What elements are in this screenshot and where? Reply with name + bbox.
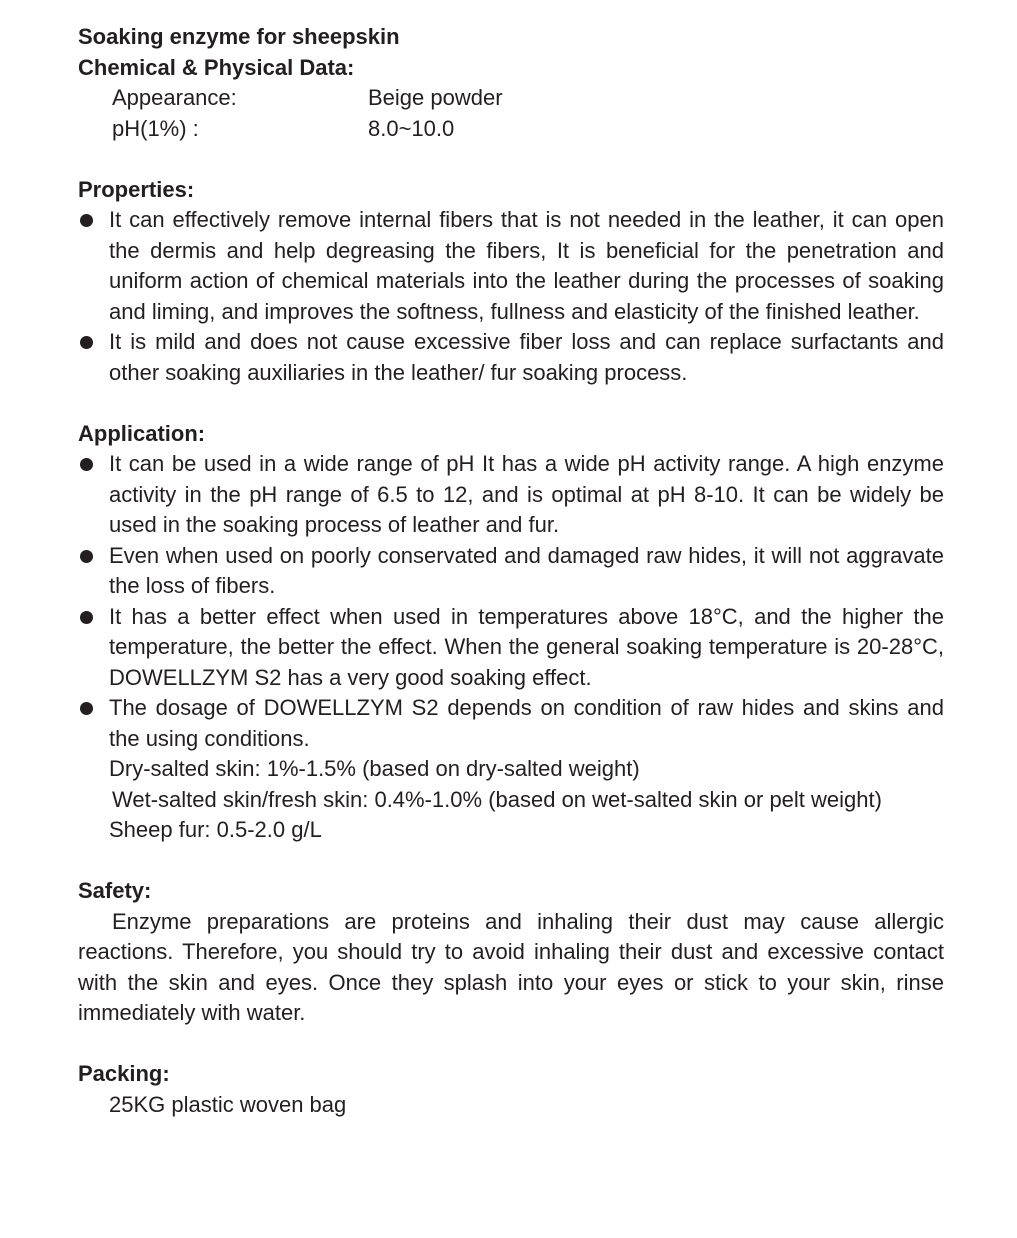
document-title: Soaking enzyme for sheepskin (78, 24, 400, 49)
bullet-icon (80, 336, 93, 349)
safety-paragraph (78, 907, 944, 1029)
document (78, 22, 944, 1120)
packing-text: 25KG plastic woven bag (109, 1091, 347, 1117)
dosage-line: Sheep fur: 0.5-2.0 g/L (109, 817, 322, 842)
list-item-text: Even when used on poorly conservated and damaged raw hides, it will not aggravate the loss of fibers. (109, 542, 944, 598)
dosage-line: Wet-salted skin/fresh skin: 0.4%-1.0% (based on wet-salted skin or pelt weight) (112, 786, 882, 812)
list-item-text: The dosage of DOWELLZYM S2 depends on condition of raw hides and skins and the using conditions. (109, 695, 944, 751)
list-item-text: It has a better effect when used in temperatures above 18°C, and the higher the temperature, the better the effect. When the general soaking temperature is 20-28°C, DOWELLZYM S2 has a very good soaking effect. (109, 603, 944, 690)
chem-key: pH(1%) : (112, 115, 199, 141)
bullet-icon (80, 702, 93, 715)
properties-heading: Properties: (78, 176, 195, 202)
safety-text: Enzyme preparations are proteins and inhaling their dust may cause allergic reactions. Therefore, you should try to avoid inhaling their dust and excessive contact with the skin and eyes. Once they splash into your eyes or stick to your skin, rinse immediately with water. (78, 908, 944, 1025)
packing-heading: Packing: (78, 1061, 170, 1086)
list-item (78, 541, 944, 602)
chem-value: 8.0~10.0 (368, 115, 455, 141)
spacer (78, 846, 944, 877)
safety-heading: Safety: (78, 878, 152, 903)
bullet-icon (80, 214, 93, 227)
bullet-icon (80, 550, 93, 563)
bullet-icon (80, 611, 93, 624)
chem-value: Beige powder (368, 85, 503, 110)
list-item (78, 693, 944, 754)
list-item (78, 449, 944, 541)
list-item-text: It is mild and does not cause excessive fiber loss and can replace surfactants and other soaking auxiliaries in the leather/ fur soaking process. (109, 329, 944, 385)
list-item (78, 327, 944, 388)
spacer (78, 388, 944, 419)
list-item-text: It can be used in a wide range of pH It has a wide pH activity range. A high enzyme activity in the pH range of 6.5 to 12, and is optimal at pH 8-10. It can be widely be used in the soaking process of leather and fur. (109, 451, 944, 537)
list-item (78, 205, 944, 327)
application-heading: Application: (78, 420, 206, 446)
bullet-icon (80, 458, 93, 471)
list-item (78, 602, 944, 694)
chem-key: Appearance: (112, 85, 237, 110)
spacer (78, 144, 944, 175)
spacer (78, 1029, 944, 1060)
list-item-text: It can effectively remove internal fibers that is not needed in the leather, it can open the dermis and help degreasing the fibers, It is beneficial for the penetration and uniform action of chemical materials into the leather during the processes of soaking and liming, and improves the softness, fullness and elasticity of the finished leather. (109, 207, 944, 324)
chem-row-ph (78, 114, 944, 145)
chem-row-appearance (78, 83, 944, 114)
chem-heading: Chemical & Physical Data: (78, 54, 355, 80)
dosage-line: Dry-salted skin: 1%-1.5% (based on dry-salted weight) (109, 756, 640, 781)
